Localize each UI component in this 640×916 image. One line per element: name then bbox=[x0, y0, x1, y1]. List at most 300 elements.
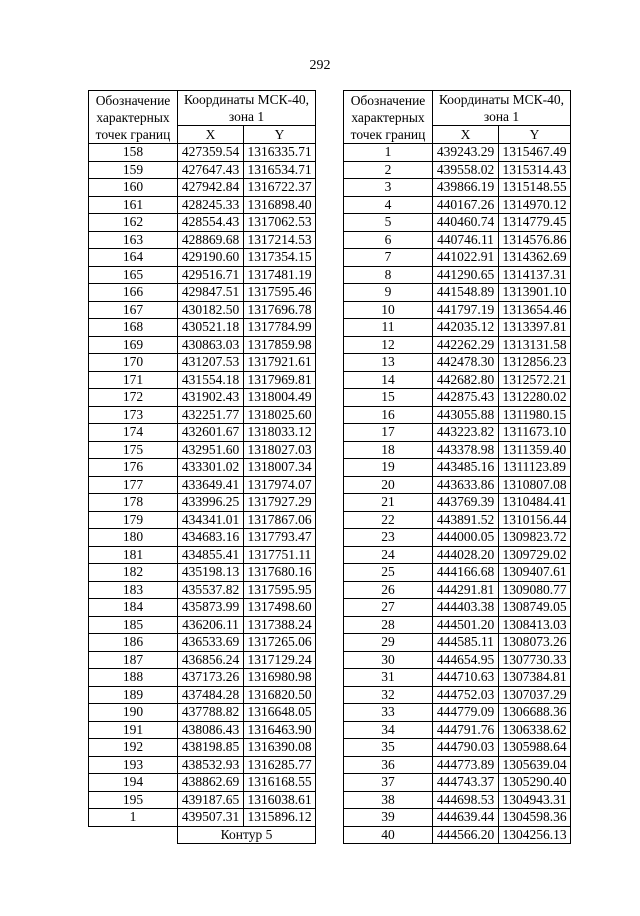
table-row bbox=[89, 284, 316, 302]
table-row bbox=[344, 774, 571, 792]
point-number-cell: 38 bbox=[344, 791, 433, 809]
point-number-cell: 186 bbox=[89, 634, 178, 652]
x-coordinate-cell: 444639.44 bbox=[433, 809, 499, 827]
y-coordinate-cell: 1309729.02 bbox=[499, 546, 571, 564]
x-coordinate-cell: 444790.03 bbox=[433, 739, 499, 757]
table-row bbox=[89, 739, 316, 757]
y-coordinate-cell: 1314362.69 bbox=[499, 249, 571, 267]
y-coordinate-cell: 1308073.26 bbox=[499, 634, 571, 652]
x-coordinate-cell: 436533.69 bbox=[178, 634, 244, 652]
points-label-header bbox=[344, 91, 433, 144]
coords-title-line1: Координаты МСК-40, bbox=[183, 92, 310, 107]
point-number-cell: 161 bbox=[89, 196, 178, 214]
point-number-cell: 164 bbox=[89, 249, 178, 267]
point-number-cell: 15 bbox=[344, 389, 433, 407]
point-number-cell: 168 bbox=[89, 319, 178, 337]
y-coordinate-cell: 1314970.12 bbox=[499, 196, 571, 214]
y-coordinate-cell: 1307037.29 bbox=[499, 686, 571, 704]
table-row bbox=[344, 651, 571, 669]
point-number-cell: 1 bbox=[344, 144, 433, 162]
x-coordinate-cell: 444698.53 bbox=[433, 791, 499, 809]
table-row bbox=[89, 441, 316, 459]
y-coordinate-cell: 1316038.61 bbox=[244, 791, 316, 809]
y-coordinate-cell: 1311123.89 bbox=[499, 459, 571, 477]
table-row bbox=[344, 704, 571, 722]
y-coordinate-cell: 1307384.81 bbox=[499, 669, 571, 687]
y-coordinate-cell: 1309080.77 bbox=[499, 581, 571, 599]
x-coordinate-cell: 438086.43 bbox=[178, 721, 244, 739]
point-number-cell: 3 bbox=[344, 179, 433, 197]
coords-title-line2: зона 1 bbox=[483, 109, 520, 124]
y-coordinate-cell: 1317354.15 bbox=[244, 249, 316, 267]
x-coordinate-cell: 427647.43 bbox=[178, 161, 244, 179]
point-number-cell: 21 bbox=[344, 494, 433, 512]
x-coordinate-cell: 444743.37 bbox=[433, 774, 499, 792]
y-coordinate-cell: 1317062.53 bbox=[244, 214, 316, 232]
table-row bbox=[344, 546, 571, 564]
coords-title-line2: зона 1 bbox=[228, 109, 265, 124]
x-coordinate-cell: 433301.02 bbox=[178, 459, 244, 477]
point-number-cell: 175 bbox=[89, 441, 178, 459]
y-coordinate-cell: 1311359.40 bbox=[499, 441, 571, 459]
x-coordinate-cell: 444654.95 bbox=[433, 651, 499, 669]
y-coordinate-cell: 1314779.45 bbox=[499, 214, 571, 232]
x-coordinate-cell: 442682.80 bbox=[433, 371, 499, 389]
point-number-cell: 194 bbox=[89, 774, 178, 792]
x-coordinate-cell: 434683.16 bbox=[178, 529, 244, 547]
table-row bbox=[89, 704, 316, 722]
x-coordinate-cell: 433996.25 bbox=[178, 494, 244, 512]
table-row bbox=[344, 809, 571, 827]
x-coordinate-cell: 439866.19 bbox=[433, 179, 499, 197]
x-coordinate-cell: 440167.26 bbox=[433, 196, 499, 214]
point-number-cell: 6 bbox=[344, 231, 433, 249]
y-coordinate-cell: 1316534.71 bbox=[244, 161, 316, 179]
x-coordinate-cell: 435873.99 bbox=[178, 599, 244, 617]
y-coordinate-cell: 1312280.02 bbox=[499, 389, 571, 407]
x-coordinate-cell: 443223.82 bbox=[433, 424, 499, 442]
y-coordinate-cell: 1309823.72 bbox=[499, 529, 571, 547]
x-coordinate-cell: 444403.38 bbox=[433, 599, 499, 617]
y-coordinate-cell: 1314137.31 bbox=[499, 266, 571, 284]
table-row bbox=[344, 371, 571, 389]
point-number-cell: 8 bbox=[344, 266, 433, 284]
x-coordinate-cell: 429847.51 bbox=[178, 284, 244, 302]
y-coordinate-cell: 1316285.77 bbox=[244, 756, 316, 774]
x-coordinate-cell: 427359.54 bbox=[178, 144, 244, 162]
y-coordinate-cell: 1317751.11 bbox=[244, 546, 316, 564]
x-coordinate-cell: 434341.01 bbox=[178, 511, 244, 529]
table-row bbox=[89, 809, 316, 827]
y-coordinate-cell: 1304256.13 bbox=[499, 826, 571, 844]
x-coordinate-cell: 444501.20 bbox=[433, 616, 499, 634]
point-number-cell: 29 bbox=[344, 634, 433, 652]
x-coordinate-cell: 443891.52 bbox=[433, 511, 499, 529]
y-coordinate-cell: 1313397.81 bbox=[499, 319, 571, 337]
point-number-cell: 165 bbox=[89, 266, 178, 284]
point-number-cell: 13 bbox=[344, 354, 433, 372]
points-label-line1: Обозначение bbox=[95, 92, 171, 108]
x-coordinate-cell: 443633.86 bbox=[433, 476, 499, 494]
y-coordinate-cell: 1317974.07 bbox=[244, 476, 316, 494]
table-row bbox=[89, 354, 316, 372]
y-coordinate-cell: 1316722.37 bbox=[244, 179, 316, 197]
point-number-cell: 19 bbox=[344, 459, 433, 477]
y-coordinate-cell: 1317921.61 bbox=[244, 354, 316, 372]
table-row bbox=[344, 144, 571, 162]
table-row bbox=[89, 336, 316, 354]
point-number-cell: 178 bbox=[89, 494, 178, 512]
point-number-cell: 180 bbox=[89, 529, 178, 547]
x-coordinate-cell: 428554.43 bbox=[178, 214, 244, 232]
table-row bbox=[344, 249, 571, 267]
table-row bbox=[344, 459, 571, 477]
y-coordinate-cell: 1316980.98 bbox=[244, 669, 316, 687]
y-coordinate-cell: 1317595.95 bbox=[244, 581, 316, 599]
y-coordinate-cell: 1305988.64 bbox=[499, 739, 571, 757]
point-number-cell: 1 bbox=[89, 809, 178, 827]
x-coordinate-cell: 436206.11 bbox=[178, 616, 244, 634]
point-number-cell: 169 bbox=[89, 336, 178, 354]
table-row bbox=[344, 826, 571, 844]
points-label-line2: характерных bbox=[96, 109, 170, 125]
right-coordinates-table bbox=[343, 90, 571, 844]
y-coordinate-cell: 1318004.49 bbox=[244, 389, 316, 407]
table-row bbox=[89, 371, 316, 389]
point-number-cell: 2 bbox=[344, 161, 433, 179]
y-coordinate-cell: 1317793.47 bbox=[244, 529, 316, 547]
point-number-cell: 30 bbox=[344, 651, 433, 669]
y-coordinate-cell: 1305290.40 bbox=[499, 774, 571, 792]
x-coordinate-cell: 439507.31 bbox=[178, 809, 244, 827]
y-coordinate-cell: 1317927.29 bbox=[244, 494, 316, 512]
point-number-cell: 163 bbox=[89, 231, 178, 249]
point-number-cell: 184 bbox=[89, 599, 178, 617]
y-coordinate-cell: 1316335.71 bbox=[244, 144, 316, 162]
table-row bbox=[89, 214, 316, 232]
y-coordinate-cell: 1318007.34 bbox=[244, 459, 316, 477]
y-coordinate-cell: 1310156.44 bbox=[499, 511, 571, 529]
table-row bbox=[89, 406, 316, 424]
table-row bbox=[89, 179, 316, 197]
table-row bbox=[89, 494, 316, 512]
x-column-header: X bbox=[433, 126, 499, 144]
x-coordinate-cell: 443055.88 bbox=[433, 406, 499, 424]
y-column-header: Y bbox=[499, 126, 571, 144]
point-number-cell: 170 bbox=[89, 354, 178, 372]
point-number-cell: 37 bbox=[344, 774, 433, 792]
point-number-cell: 158 bbox=[89, 144, 178, 162]
x-coordinate-cell: 443378.98 bbox=[433, 441, 499, 459]
table-row bbox=[89, 791, 316, 809]
coords-title-line1: Координаты МСК-40, bbox=[438, 92, 565, 107]
point-number-cell: 11 bbox=[344, 319, 433, 337]
point-number-cell: 34 bbox=[344, 721, 433, 739]
x-coordinate-cell: 442262.29 bbox=[433, 336, 499, 354]
point-number-cell: 36 bbox=[344, 756, 433, 774]
table-row bbox=[344, 756, 571, 774]
x-coordinate-cell: 444291.81 bbox=[433, 581, 499, 599]
x-coordinate-cell: 437173.26 bbox=[178, 669, 244, 687]
point-number-cell: 166 bbox=[89, 284, 178, 302]
table-row bbox=[89, 231, 316, 249]
table-row bbox=[344, 686, 571, 704]
y-coordinate-cell: 1315896.12 bbox=[244, 809, 316, 827]
x-coordinate-cell: 444773.89 bbox=[433, 756, 499, 774]
table-row bbox=[89, 249, 316, 267]
table-row bbox=[89, 529, 316, 547]
point-number-cell: 24 bbox=[344, 546, 433, 564]
table-row bbox=[344, 319, 571, 337]
point-number-cell: 33 bbox=[344, 704, 433, 722]
x-coordinate-cell: 441548.89 bbox=[433, 284, 499, 302]
table-row bbox=[344, 161, 571, 179]
point-number-cell: 17 bbox=[344, 424, 433, 442]
y-coordinate-cell: 1316898.40 bbox=[244, 196, 316, 214]
point-number-cell: 190 bbox=[89, 704, 178, 722]
points-label-line3: точек границ bbox=[350, 126, 426, 142]
x-coordinate-cell: 439243.29 bbox=[433, 144, 499, 162]
table-row bbox=[89, 459, 316, 477]
point-number-cell: 39 bbox=[344, 809, 433, 827]
x-coordinate-cell: 442478.30 bbox=[433, 354, 499, 372]
y-coordinate-cell: 1317969.81 bbox=[244, 371, 316, 389]
point-number-cell: 160 bbox=[89, 179, 178, 197]
table-row bbox=[89, 581, 316, 599]
point-number-cell: 5 bbox=[344, 214, 433, 232]
point-number-cell: 23 bbox=[344, 529, 433, 547]
point-number-cell: 40 bbox=[344, 826, 433, 844]
x-coordinate-cell: 429190.60 bbox=[178, 249, 244, 267]
table-row bbox=[89, 266, 316, 284]
x-coordinate-cell: 444710.63 bbox=[433, 669, 499, 687]
table-row bbox=[344, 564, 571, 582]
point-number-cell: 7 bbox=[344, 249, 433, 267]
point-number-cell: 171 bbox=[89, 371, 178, 389]
point-number-cell: 159 bbox=[89, 161, 178, 179]
point-number-cell: 191 bbox=[89, 721, 178, 739]
x-coordinate-cell: 440460.74 bbox=[433, 214, 499, 232]
table-row bbox=[344, 441, 571, 459]
y-coordinate-cell: 1318033.12 bbox=[244, 424, 316, 442]
y-coordinate-cell: 1311980.15 bbox=[499, 406, 571, 424]
x-coordinate-cell: 434855.41 bbox=[178, 546, 244, 564]
y-coordinate-cell: 1317784.99 bbox=[244, 319, 316, 337]
table-row bbox=[89, 319, 316, 337]
point-number-cell: 183 bbox=[89, 581, 178, 599]
x-coordinate-cell: 429516.71 bbox=[178, 266, 244, 284]
y-coordinate-cell: 1306338.62 bbox=[499, 721, 571, 739]
table-row bbox=[344, 616, 571, 634]
y-coordinate-cell: 1316390.08 bbox=[244, 739, 316, 757]
point-number-cell: 14 bbox=[344, 371, 433, 389]
point-number-cell: 182 bbox=[89, 564, 178, 582]
x-coordinate-cell: 435198.13 bbox=[178, 564, 244, 582]
table-row bbox=[89, 721, 316, 739]
table-row bbox=[344, 266, 571, 284]
points-label-line1: Обозначение bbox=[350, 92, 426, 108]
y-coordinate-cell: 1316820.50 bbox=[244, 686, 316, 704]
x-coordinate-cell: 443769.39 bbox=[433, 494, 499, 512]
y-coordinate-cell: 1317867.06 bbox=[244, 511, 316, 529]
footer-empty-cell bbox=[89, 826, 178, 844]
x-coordinate-cell: 441022.91 bbox=[433, 249, 499, 267]
table-row bbox=[89, 389, 316, 407]
point-number-cell: 167 bbox=[89, 301, 178, 319]
y-coordinate-cell: 1317680.16 bbox=[244, 564, 316, 582]
y-coordinate-cell: 1304598.36 bbox=[499, 809, 571, 827]
table-row bbox=[89, 651, 316, 669]
table-row bbox=[344, 581, 571, 599]
y-coordinate-cell: 1305639.04 bbox=[499, 756, 571, 774]
table-row bbox=[344, 511, 571, 529]
y-coordinate-cell: 1316463.90 bbox=[244, 721, 316, 739]
x-coordinate-cell: 438198.85 bbox=[178, 739, 244, 757]
y-coordinate-cell: 1308749.05 bbox=[499, 599, 571, 617]
table-row bbox=[344, 599, 571, 617]
point-number-cell: 192 bbox=[89, 739, 178, 757]
y-coordinate-cell: 1317388.24 bbox=[244, 616, 316, 634]
x-coordinate-cell: 438532.93 bbox=[178, 756, 244, 774]
x-coordinate-cell: 440746.11 bbox=[433, 231, 499, 249]
x-column-header: X bbox=[178, 126, 244, 144]
y-coordinate-cell: 1307730.33 bbox=[499, 651, 571, 669]
table-row bbox=[344, 354, 571, 372]
table-row bbox=[344, 301, 571, 319]
table-row bbox=[89, 511, 316, 529]
coords-title-header bbox=[178, 91, 316, 126]
point-number-cell: 176 bbox=[89, 459, 178, 477]
y-coordinate-cell: 1317129.24 bbox=[244, 651, 316, 669]
point-number-cell: 181 bbox=[89, 546, 178, 564]
y-coordinate-cell: 1317265.06 bbox=[244, 634, 316, 652]
coords-title-header bbox=[433, 91, 571, 126]
y-coordinate-cell: 1316168.55 bbox=[244, 774, 316, 792]
table-row bbox=[344, 721, 571, 739]
point-number-cell: 12 bbox=[344, 336, 433, 354]
x-coordinate-cell: 432951.60 bbox=[178, 441, 244, 459]
x-coordinate-cell: 444166.68 bbox=[433, 564, 499, 582]
table-row bbox=[89, 196, 316, 214]
point-number-cell: 25 bbox=[344, 564, 433, 582]
x-coordinate-cell: 444779.09 bbox=[433, 704, 499, 722]
y-coordinate-cell: 1314576.86 bbox=[499, 231, 571, 249]
x-coordinate-cell: 430521.18 bbox=[178, 319, 244, 337]
left-coordinates-table bbox=[88, 90, 316, 844]
point-number-cell: 173 bbox=[89, 406, 178, 424]
point-number-cell: 189 bbox=[89, 686, 178, 704]
y-coordinate-cell: 1317498.60 bbox=[244, 599, 316, 617]
x-coordinate-cell: 427942.84 bbox=[178, 179, 244, 197]
point-number-cell: 179 bbox=[89, 511, 178, 529]
point-number-cell: 9 bbox=[344, 284, 433, 302]
y-coordinate-cell: 1309407.61 bbox=[499, 564, 571, 582]
table-row bbox=[344, 669, 571, 687]
x-coordinate-cell: 444752.03 bbox=[433, 686, 499, 704]
table-row bbox=[89, 756, 316, 774]
table-row bbox=[344, 196, 571, 214]
y-coordinate-cell: 1313131.58 bbox=[499, 336, 571, 354]
x-coordinate-cell: 439558.02 bbox=[433, 161, 499, 179]
point-number-cell: 193 bbox=[89, 756, 178, 774]
table-row bbox=[344, 791, 571, 809]
x-coordinate-cell: 430863.03 bbox=[178, 336, 244, 354]
x-coordinate-cell: 439187.65 bbox=[178, 791, 244, 809]
y-coordinate-cell: 1317696.78 bbox=[244, 301, 316, 319]
table-row bbox=[89, 774, 316, 792]
x-coordinate-cell: 432601.67 bbox=[178, 424, 244, 442]
table-row bbox=[344, 389, 571, 407]
point-number-cell: 28 bbox=[344, 616, 433, 634]
x-coordinate-cell: 428245.33 bbox=[178, 196, 244, 214]
x-coordinate-cell: 437788.82 bbox=[178, 704, 244, 722]
table-row bbox=[89, 564, 316, 582]
x-coordinate-cell: 431902.43 bbox=[178, 389, 244, 407]
y-coordinate-cell: 1313654.46 bbox=[499, 301, 571, 319]
point-number-cell: 31 bbox=[344, 669, 433, 687]
point-number-cell: 27 bbox=[344, 599, 433, 617]
table-row bbox=[344, 284, 571, 302]
table-row bbox=[344, 214, 571, 232]
x-coordinate-cell: 435537.82 bbox=[178, 581, 244, 599]
x-coordinate-cell: 430182.50 bbox=[178, 301, 244, 319]
table-row bbox=[344, 529, 571, 547]
y-coordinate-cell: 1304943.31 bbox=[499, 791, 571, 809]
y-coordinate-cell: 1318025.60 bbox=[244, 406, 316, 424]
point-number-cell: 162 bbox=[89, 214, 178, 232]
table-row bbox=[344, 494, 571, 512]
page-number: 292 bbox=[309, 58, 331, 73]
x-coordinate-cell: 444566.20 bbox=[433, 826, 499, 844]
table-row bbox=[89, 161, 316, 179]
x-coordinate-cell: 444028.20 bbox=[433, 546, 499, 564]
y-coordinate-cell: 1317859.98 bbox=[244, 336, 316, 354]
table-row bbox=[344, 634, 571, 652]
contour-label: Контур 5 bbox=[178, 826, 316, 844]
point-number-cell: 172 bbox=[89, 389, 178, 407]
y-coordinate-cell: 1318027.03 bbox=[244, 441, 316, 459]
x-coordinate-cell: 444585.11 bbox=[433, 634, 499, 652]
x-coordinate-cell: 438862.69 bbox=[178, 774, 244, 792]
point-number-cell: 188 bbox=[89, 669, 178, 687]
table-row bbox=[89, 599, 316, 617]
point-number-cell: 10 bbox=[344, 301, 433, 319]
y-coordinate-cell: 1311673.10 bbox=[499, 424, 571, 442]
y-coordinate-cell: 1310484.41 bbox=[499, 494, 571, 512]
y-coordinate-cell: 1315467.49 bbox=[499, 144, 571, 162]
x-coordinate-cell: 428869.68 bbox=[178, 231, 244, 249]
table-row bbox=[344, 336, 571, 354]
points-label-line3: точек границ bbox=[95, 126, 171, 142]
x-coordinate-cell: 433649.41 bbox=[178, 476, 244, 494]
table-row bbox=[89, 616, 316, 634]
y-coordinate-cell: 1316648.05 bbox=[244, 704, 316, 722]
x-coordinate-cell: 443485.16 bbox=[433, 459, 499, 477]
point-number-cell: 195 bbox=[89, 791, 178, 809]
x-coordinate-cell: 431207.53 bbox=[178, 354, 244, 372]
y-coordinate-cell: 1312856.23 bbox=[499, 354, 571, 372]
table-row bbox=[344, 424, 571, 442]
left-table-body bbox=[89, 144, 316, 827]
point-number-cell: 187 bbox=[89, 651, 178, 669]
table-row bbox=[89, 144, 316, 162]
y-coordinate-cell: 1312572.21 bbox=[499, 371, 571, 389]
y-coordinate-cell: 1308413.03 bbox=[499, 616, 571, 634]
points-label-line2: характерных bbox=[351, 109, 425, 125]
x-coordinate-cell: 436856.24 bbox=[178, 651, 244, 669]
table-row bbox=[89, 546, 316, 564]
table-row bbox=[89, 634, 316, 652]
